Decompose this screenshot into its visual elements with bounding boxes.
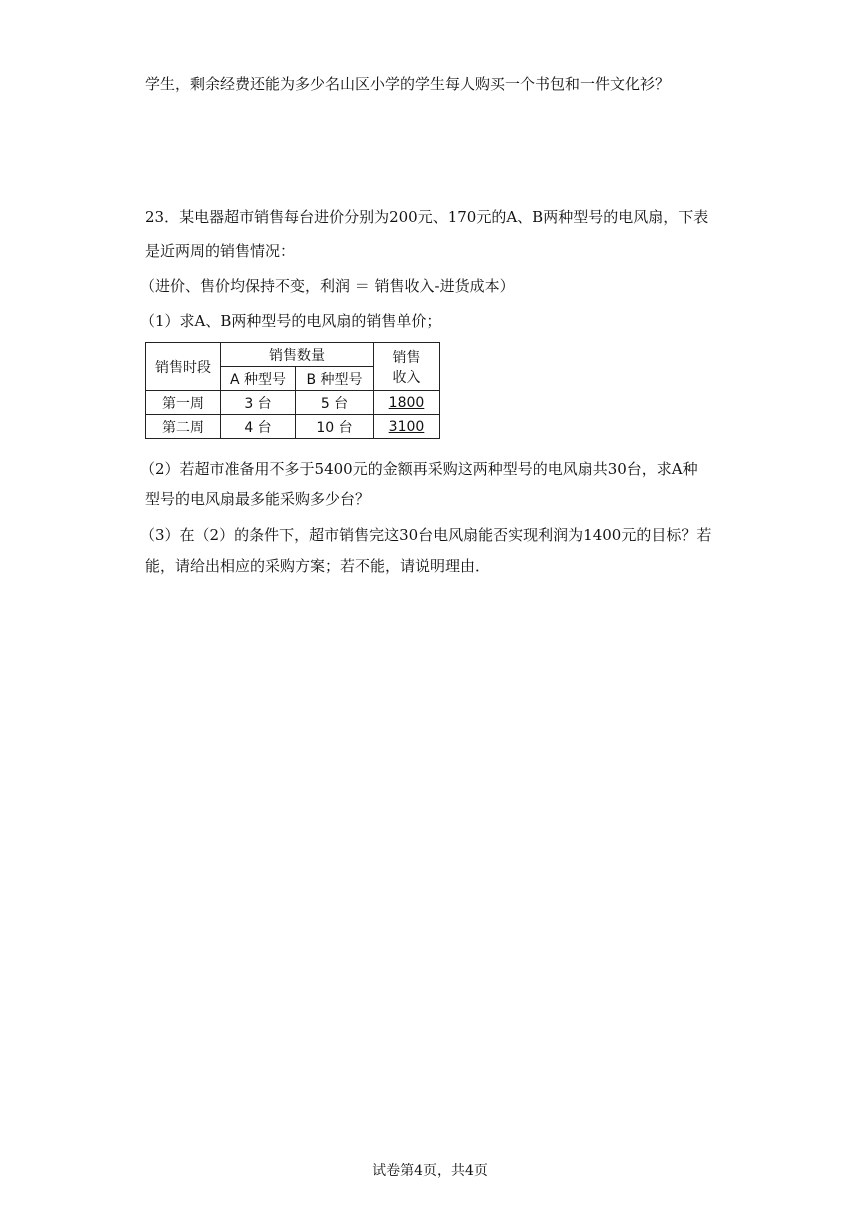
- table-row: [146, 415, 440, 439]
- revenue-header-line2: 收入: [392, 369, 421, 386]
- revenue-header-line1: 销售: [392, 349, 421, 366]
- sales-table: [145, 342, 440, 439]
- table-row: [146, 391, 440, 415]
- revenue-cell: 3100: [374, 415, 440, 439]
- type-a-header: A 种型号: [221, 367, 296, 391]
- revenue-header: [374, 343, 440, 391]
- revenue-cell: 1800: [374, 391, 440, 415]
- question-23-part1: （1）求A、B两种型号的电风扇的销售单价；: [140, 312, 442, 330]
- question-23-part2-line2: 型号的电风扇最多能采购多少台？: [145, 490, 371, 508]
- question-23-part3-line2: 能，请给出相应的采购方案；若不能，请说明理由．: [145, 557, 491, 575]
- type-a-cell: 3 台: [221, 391, 296, 415]
- question-23-note: （进价、售价均保持不变，利润 ＝ 销售收入-进货成本）: [140, 277, 515, 295]
- period-cell: 第二周: [146, 415, 221, 439]
- question-23-part2-line1: （2）若超市准备用不多于5400元的金额再采购这两种型号的电风扇共30台，求A种: [140, 460, 698, 478]
- type-b-cell: 5 台: [296, 391, 374, 415]
- type-a-cell: 4 台: [221, 415, 296, 439]
- question-23-line1: 23．某电器超市销售每台进价分别为200元、170元的A、B两种型号的电风扇，下表: [145, 208, 709, 226]
- type-b-cell: 10 台: [296, 415, 374, 439]
- continuation-text: 学生，剩余经费还能为多少名山区小学的学生每人购买一个书包和一件文化衫？: [145, 75, 671, 93]
- question-23-part3-line1: （3）在（2）的条件下，超市销售完这30台电风扇能否实现利润为1400元的目标？若: [140, 526, 712, 544]
- period-header: 销售时段: [146, 343, 221, 391]
- period-cell: 第一周: [146, 391, 221, 415]
- page-footer: 试卷第4页，共4页: [372, 1163, 488, 1179]
- question-23-line2: 是近两周的销售情况：: [145, 242, 296, 260]
- quantity-header: 销售数量: [221, 343, 374, 367]
- type-b-header: B 种型号: [296, 367, 374, 391]
